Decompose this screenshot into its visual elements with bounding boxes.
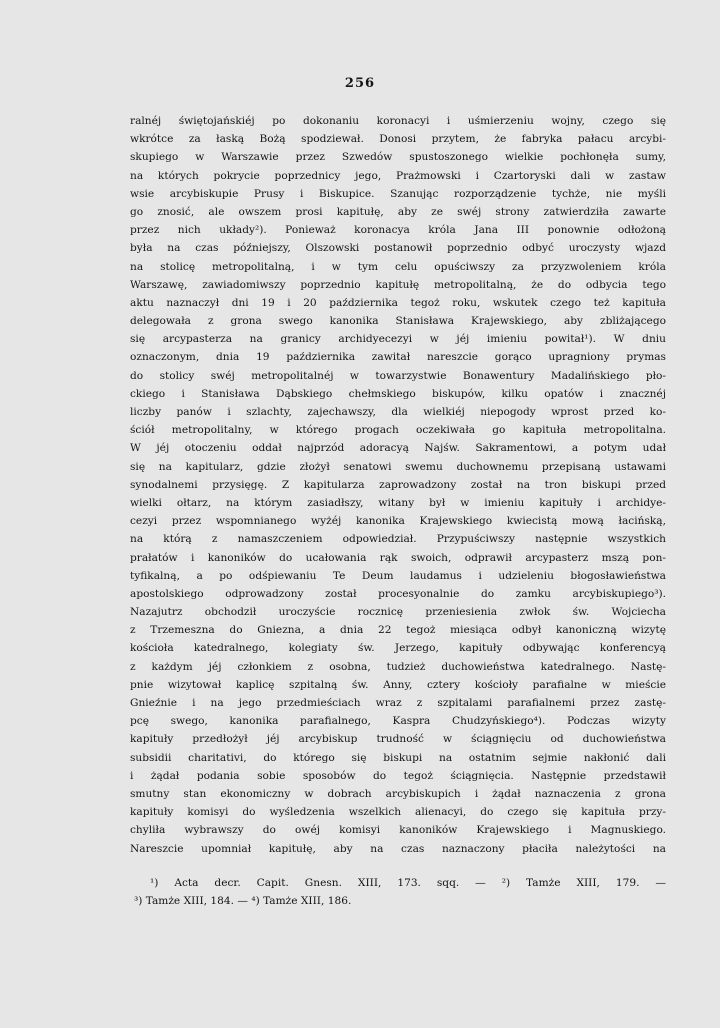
text-line: kapituły komisyi do wyśledzenia wszelkich alienacyi, do czego się kapituła przy- [130, 806, 666, 819]
text-line: z Trzemeszna do Gniezna, a dnia 22 tegoż miesiąca odbył kanoniczną wizytę [130, 624, 666, 637]
main-text [130, 112, 666, 858]
text-line: delegowała z grona swego kanonika Stanisława Krajewskiego, aby zbliżającego [130, 315, 666, 328]
text-line: aktu naznaczył dni 19 i 20 października tegoż roku, wskutek czego też kapituła [130, 296, 666, 309]
footnotes [130, 874, 666, 910]
text-line: do stolicy swéj metropolitalnéj w towarzystwie Bonawentury Madalińskiego pło- [130, 369, 666, 382]
text-line: na stolicę metropolitalną, i w tym celu opuściwszy za przyzwoleniem króla [130, 260, 666, 273]
text-line: Gnieźnie i na jego przedmieściach wraz z szpitalami parafialnemi przez zastę- [130, 697, 666, 709]
text-line: tyfikalną, a po odśpiewaniu Te Deum laudamus i udzieleniu błogosławieństwa [130, 569, 666, 582]
text-line: subsidii charitativi, do którego się biskupi na ostatnim sejmie nakłonić dali [130, 751, 666, 764]
text-line: ściół metropolitalny, w którego progach oczekiwała go kapituła metropolitalna. [130, 424, 666, 437]
text-line: synodalnemi przysięgę. Z kapitularza zaprowadzony został na tron biskupi przed [130, 478, 666, 491]
text-line: wielki ołtarz, na którym zasiadłszy, witany był w imieniu kapituły i archidye- [130, 496, 666, 509]
text-line: skupiego w Warszawie przez Szwedów spustoszonego wielkie pochłonęła sumy, [130, 151, 666, 164]
text-line: chyliła wybrawszy do owéj komisyi kanoników Krajewskiego i Magnuskiego. [130, 824, 666, 837]
text-line: była na czas późniejszy, Olszowski postanowił poprzednio odbyć uroczysty wjazd [130, 242, 666, 255]
text-line: na którą z namaszczeniem odpowiedział. Przypuściwszy następnie wszystkich [130, 533, 666, 546]
page-number: 256 [344, 76, 376, 91]
text-line: pnie wizytował kaplicę szpitalną św. Anny, cztery kościoły parafialne w mieście [130, 678, 666, 691]
text-line: oznaczonym, dnia 19 października zawitał nareszcie gorąco upragniony prymas [130, 351, 666, 364]
text-line: apostolskiego odprowadzony został procesyonalnie do zamku arcybiskupiego³). [130, 587, 666, 600]
text-line: go znosić, ale owszem prosi kapitułę, aby ze swéj strony zatwierdziła zawarte [130, 205, 666, 218]
text-line: Nareszcie upomniał kapitułę, aby na czas naznaczony płaciła należytości na [130, 842, 666, 855]
text-line: wkrótce za łaską Bożą spodziewał. Donosi przytem, że fabryka pałacu arcybi- [130, 133, 666, 146]
text-line: prałatów i kanoników do ucałowania rąk swoich, odprawił arcypasterz mszą pon- [130, 551, 666, 564]
footnote-line: ³) Tamże XIII, 184. — ⁴) Tamże XIII, 186. [134, 895, 352, 907]
text-line: pcę swego, kanonika parafialnego, Kaspra Chudzyńskiego⁴). Podczas wizyty [130, 715, 666, 728]
text-line: przez nich układy²). Ponieważ koronacya króla Jana III ponownie odłożoną [130, 224, 666, 237]
text-line: na których pokrycie poprzednicy jego, Prażmowski i Czartoryski dali w zastaw [130, 169, 666, 182]
text-line: kapituły przedłożył jéj arcybiskup trudność w ściągnięciu od duchowieństwa [130, 733, 666, 746]
text-line: kościoła katedralnego, kolegiaty św. Jerzego, kapituły odbywając konferencyą [130, 642, 666, 655]
text-line: z każdym jéj członkiem z osobna, tudzież duchowieństwa katedralnego. Nastę- [130, 660, 666, 673]
text-line: się arcypasterza na granicy archidyecezyi w jéj imieniu powitał¹). W dniu [130, 333, 666, 346]
text-line: smutny stan ekonomiczny w dobrach arcybiskupich i żądał naznaczenia z grona [130, 787, 666, 800]
footnote-line: ¹) Acta decr. Capit. Gnesn. XIII, 173. sqq. — ²) Tamże XIII, 179. — [150, 877, 666, 889]
text-line: ralnéj świętojańskiéj po dokonaniu koronacyi i uśmierzeniu wojny, czego się [130, 115, 666, 127]
text-line: ckiego i Stanisława Dąbskiego chełmskiego biskupów, kilku opatów i znacznéj [130, 387, 666, 400]
text-line: Warszawę, zawiadomiwszy poprzednio kapitułę metropolitalną, że do odbycia tego [130, 278, 666, 291]
text-line: Nazajutrz obchodził uroczyście rocznicę przeniesienia zwłok św. Wojciecha [130, 606, 666, 619]
text-line: i żądał podania sobie sposobów do tegoż ściągnięcia. Następnie przedstawił [130, 769, 666, 782]
text-line: cezyi przez wspomnianego wyżéj kanonika Krajewskiego kwiecistą mową łacińską, [130, 515, 666, 528]
text-line: wsie arcybiskupie Prusy i Biskupice. Szanując rozporządzenie tychże, nie myśli [130, 187, 666, 200]
text-line: liczby panów i szlachty, zajechawszy, dla wielkiéj niepogody wprost przed ko- [130, 406, 666, 418]
text-line: się na kapitularz, gdzie złożył senatowi swemu duchownemu przepisaną ustawami [130, 460, 666, 473]
text-line: W jéj otoczeniu oddał najprzód adoracyą Najśw. Sakramentowi, a potym udał [130, 442, 666, 455]
